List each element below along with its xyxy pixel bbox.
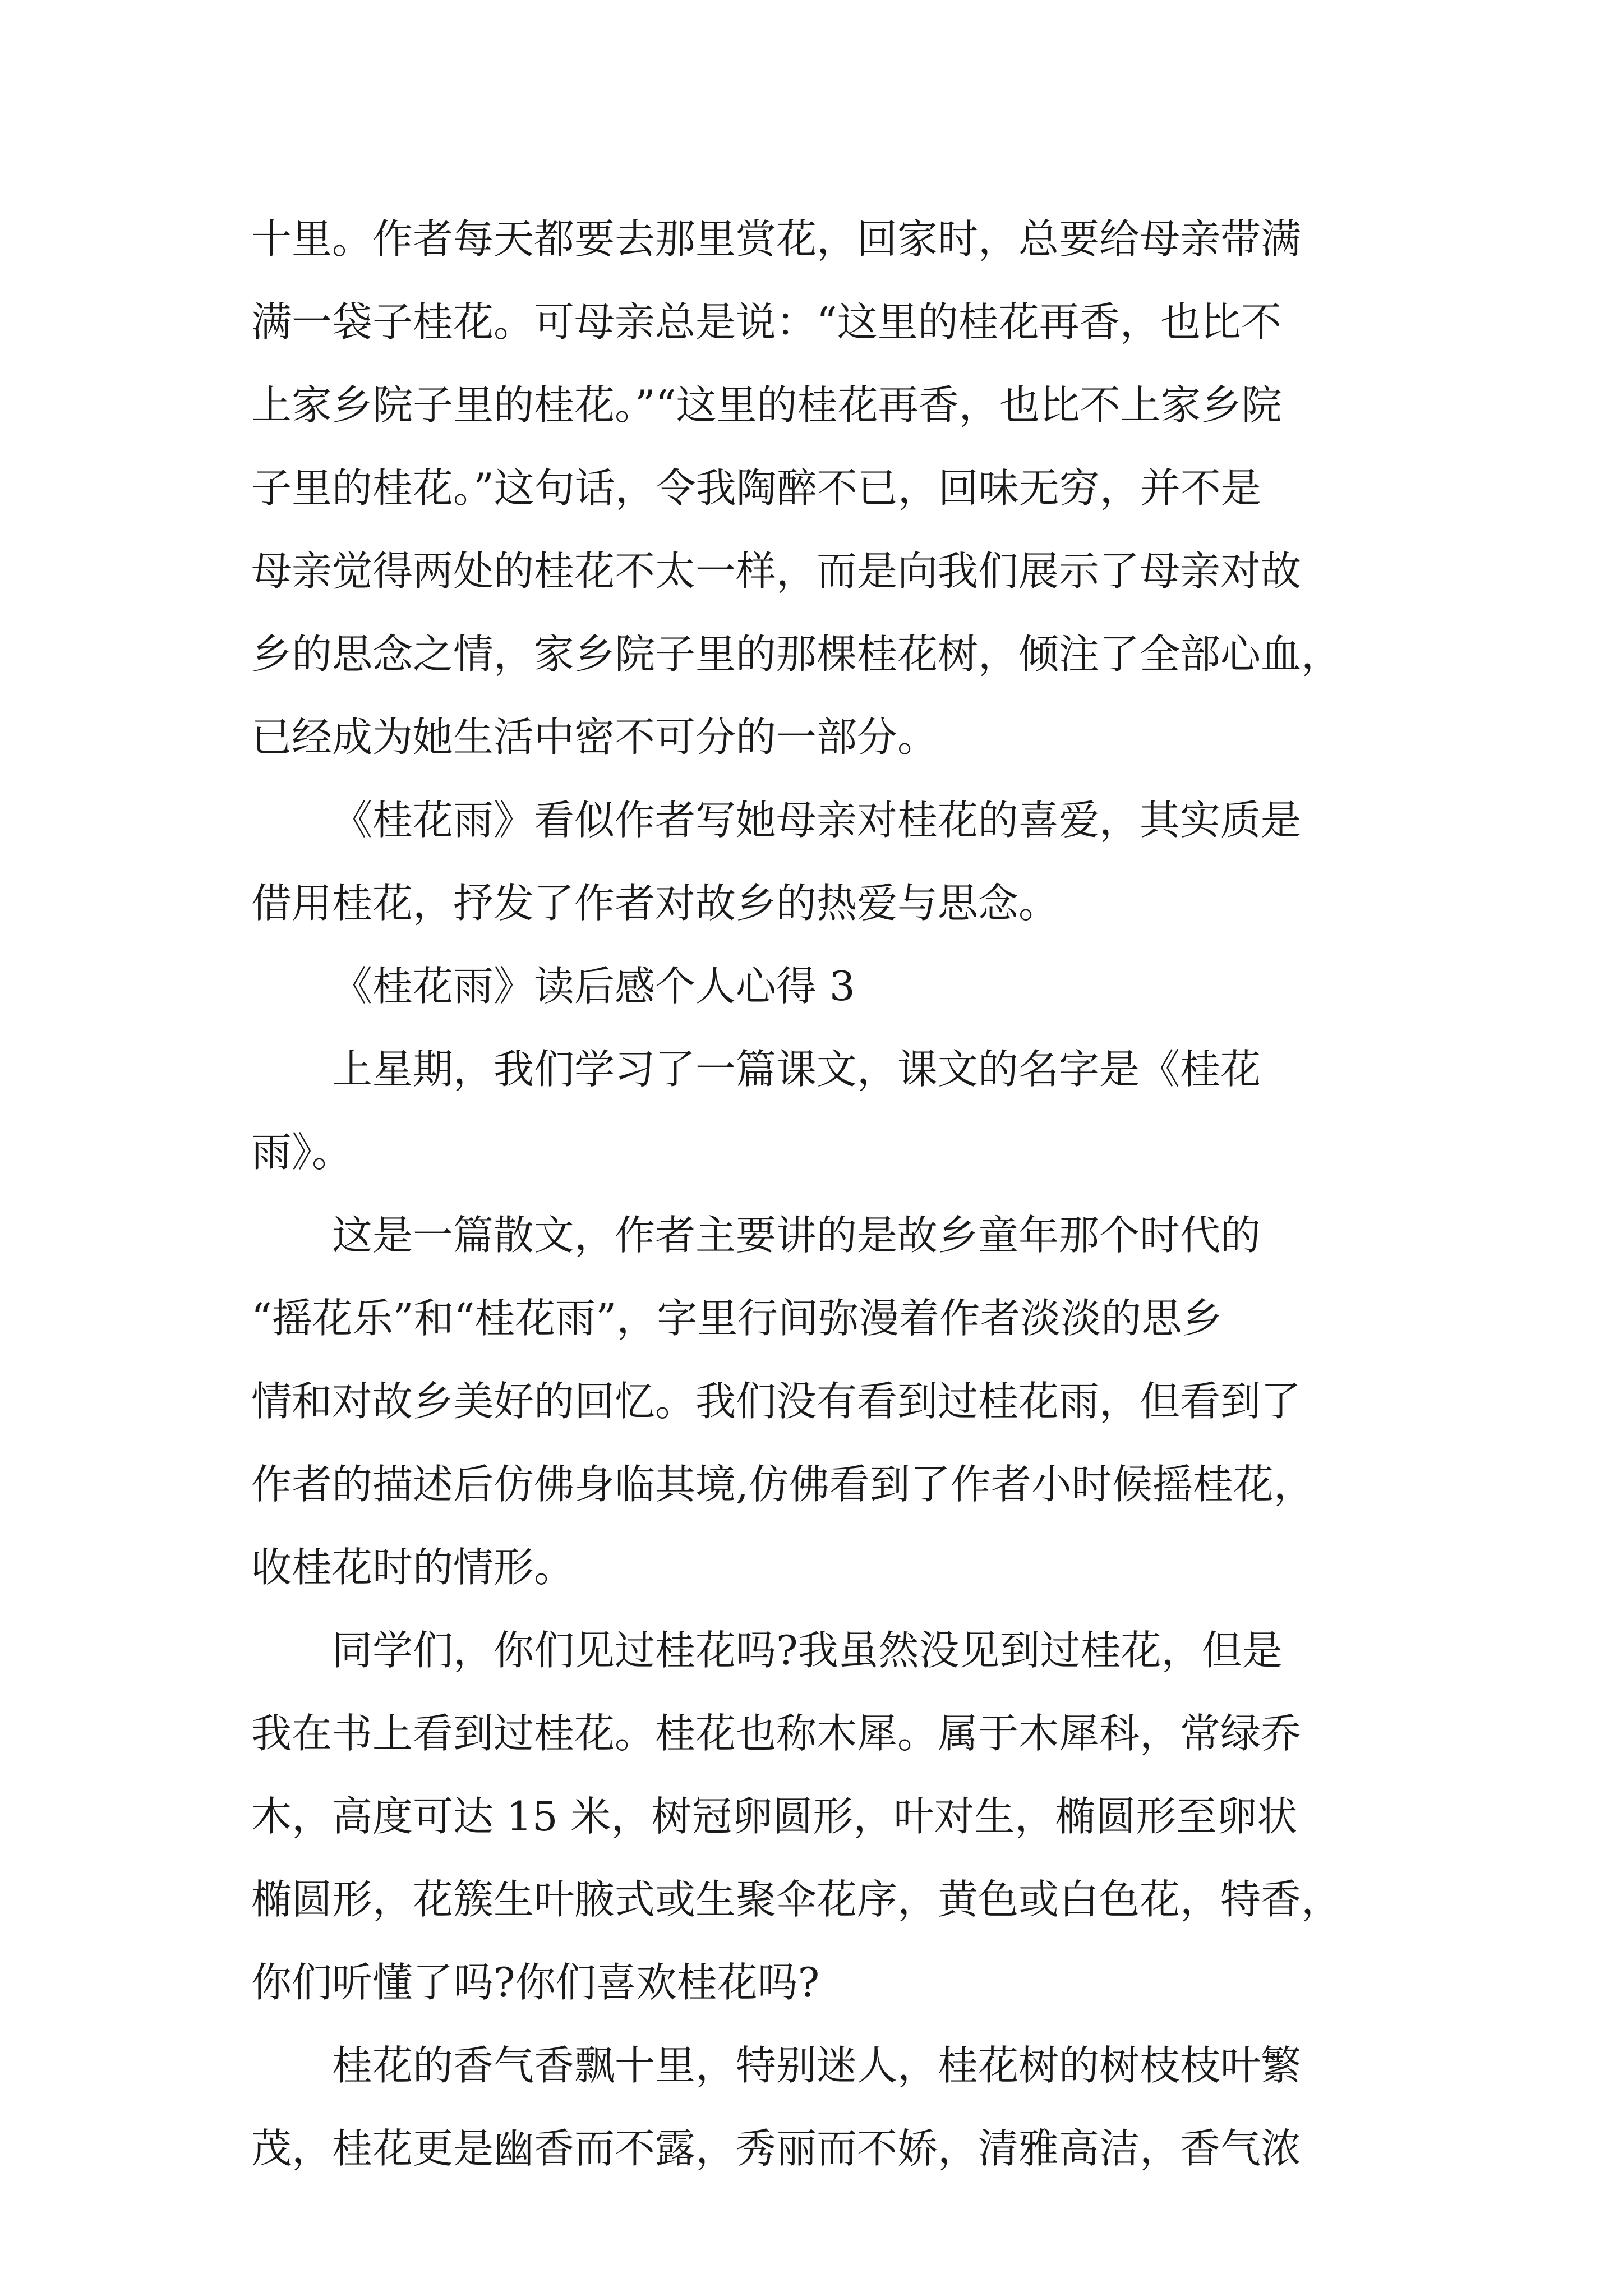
text-line: “摇花乐”和“桂花雨”，字里行间弥漫着作者淡淡的思乡 [251,1295,1223,1342]
body-text [251,197,1383,2190]
text-line: 作者的描述后仿佛身临其境,仿佛看到了作者小时候摇桂花， [251,1461,1314,1508]
text-line: 《桂花雨》看似作者写她母亲对桂花的喜爱，其实质是 [332,797,1302,844]
text-line: 满一袋子桂花。可母亲总是说：“这里的桂花再香，也比不 [251,298,1281,346]
text-line: 同学们，你们见过桂花吗?我虽然没见到过桂花，但是 [332,1627,1283,1674]
text-line: 十里。作者每天都要去那里赏花，回家时，总要给母亲带满 [251,215,1302,263]
text-line: 你们听懂了吗?你们喜欢桂花吗? [251,1959,820,2006]
text-line: 这是一篇散文，作者主要讲的是故乡童年那个时代的 [332,1212,1261,1259]
text-line: 木，高度可达 15 米，树冠卵圆形，叶对生，椭圆形至卵状 [251,1793,1298,1840]
text-line: 乡的思念之情，家乡院子里的那棵桂花树，倾注了全部心血， [251,631,1342,678]
text-line: 已经成为她生活中密不可分的一部分。 [251,714,938,761]
text-line: 我在书上看到过桂花。桂花也称木犀。属于木犀科，常绿乔 [251,1710,1302,1757]
text-line: 收桂花时的情形。 [251,1544,575,1591]
text-line: 雨》。 [251,1129,353,1176]
text-line: 桂花的香气香飘十里，特别迷人，桂花树的树枝枝叶繁 [332,2042,1302,2089]
text-line: 椭圆形，花簇生叶腋式或生聚伞花序，黄色或白色花，特香， [251,1876,1342,1923]
text-line: 子里的桂花。”这句话，令我陶醉不已，回味无穷，并不是 [251,464,1261,512]
text-line: 母亲觉得两处的桂花不太一样，而是向我们展示了母亲对故 [251,547,1302,595]
text-line: 情和对故乡美好的回忆。我们没有看到过桂花雨，但看到了 [251,1378,1302,1425]
section-heading: 《桂花雨》读后感个人心得 3 [332,963,855,1010]
text-line: 茂，桂花更是幽香而不露，秀丽而不娇，清雅高洁，香气浓 [251,2125,1302,2172]
text-line: 上家乡院子里的桂花。”“这里的桂花再香，也比不上家乡院 [251,381,1282,429]
text-line: 借用桂花，抒发了作者对故乡的热爱与思念。 [251,880,1059,927]
text-line: 上星期，我们学习了一篇课文，课文的名字是《桂花 [332,1046,1261,1093]
